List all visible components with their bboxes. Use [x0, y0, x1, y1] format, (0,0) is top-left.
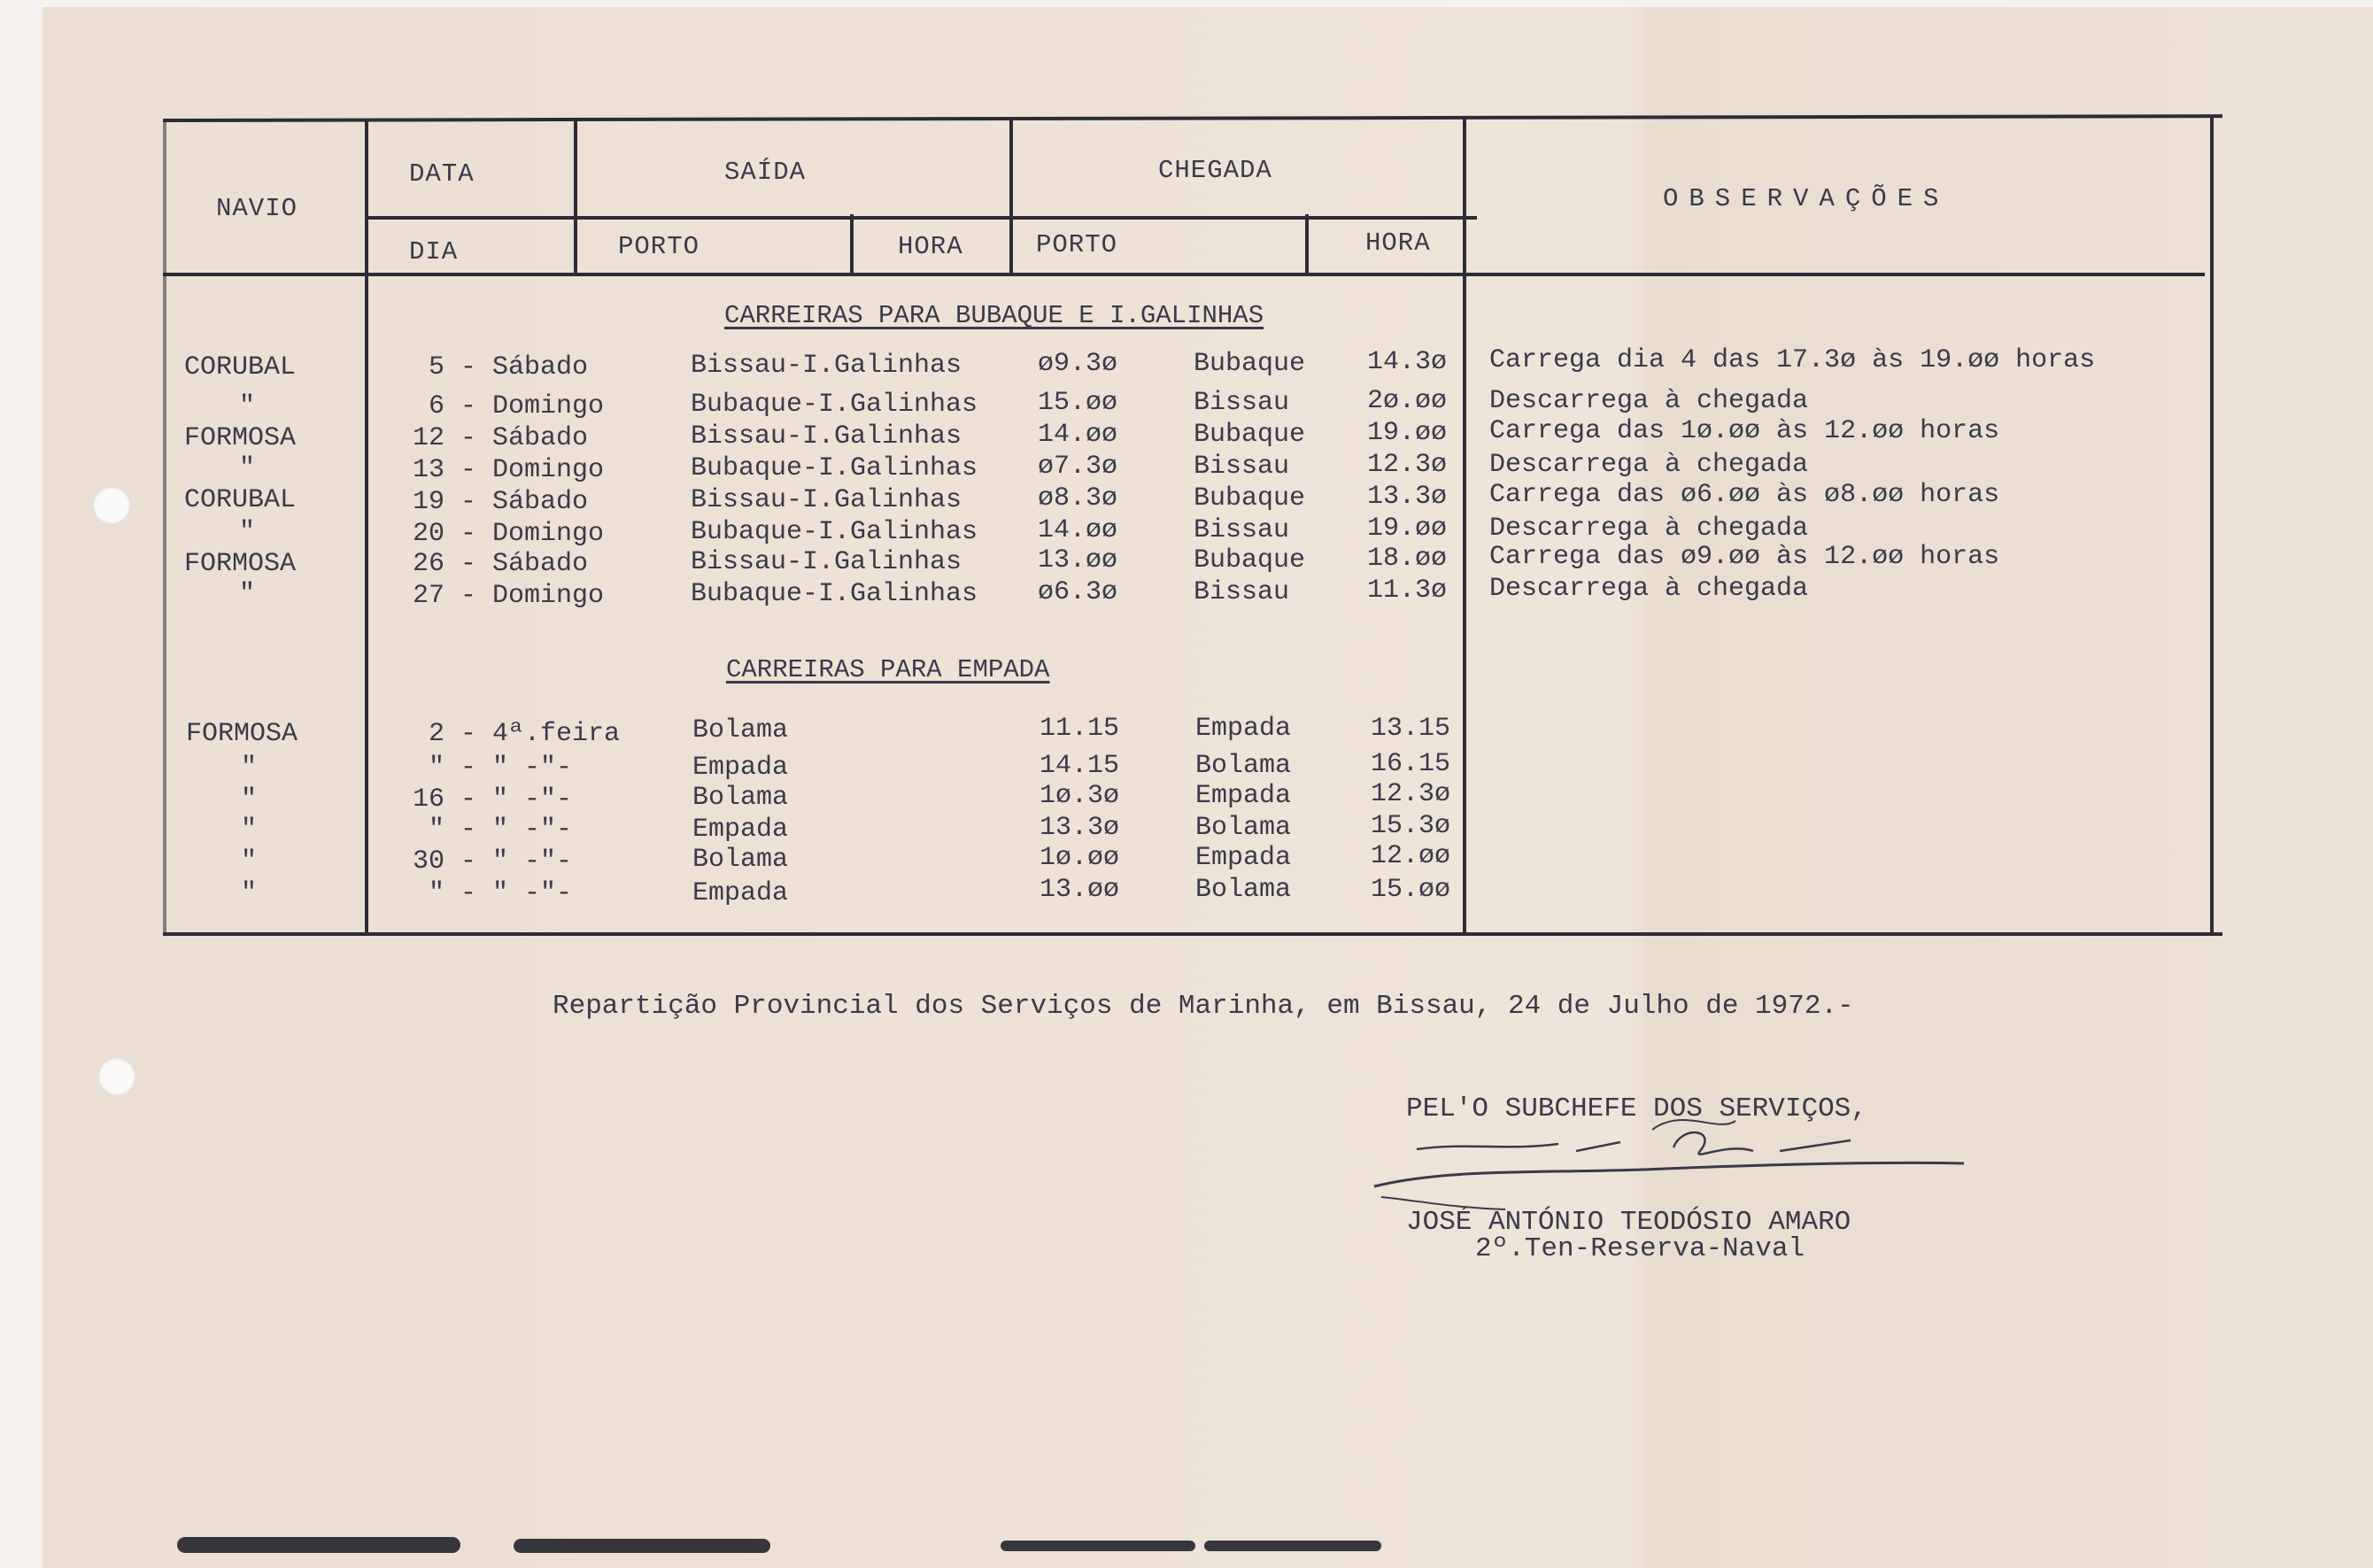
row-hora-saida: ø7.3ø — [1038, 452, 1118, 482]
row-navio: " — [241, 815, 258, 845]
row-observacao: Carrega das 1ø.øø às 12.øø horas — [1489, 416, 2000, 446]
row-porto-saida: Empada — [692, 815, 789, 845]
place-date-line: Repartição Provincial dos Serviços de Marinha, em Bissau, 24 de Julho de 1972.- — [553, 991, 1854, 1022]
row-navio: " — [241, 753, 258, 783]
row-dia: 6 - Domingo — [429, 391, 605, 421]
row-hora-saida: 14.øø — [1038, 420, 1118, 450]
row-navio: " — [239, 517, 256, 547]
ink-stain — [1204, 1541, 1381, 1551]
header-bottom-border — [163, 273, 2205, 276]
row-hora-saida: 14.øø — [1038, 515, 1118, 545]
row-porto-chegada: Bissau — [1194, 515, 1290, 545]
table-bottom-border — [163, 932, 2222, 936]
row-hora-chegada: 15.3ø — [1371, 811, 1451, 841]
row-hora-chegada: 16.15 — [1371, 749, 1451, 779]
row-dia: " - " -"- — [429, 753, 573, 783]
header-data: DATA — [409, 159, 475, 189]
row-hora-saida: 1ø.øø — [1040, 843, 1120, 873]
row-hora-chegada: 19.øø — [1367, 514, 1448, 544]
row-dia: " - " -"- — [429, 878, 573, 908]
row-dia: 12 - Sábado — [413, 423, 589, 453]
row-porto-saida: Empada — [692, 878, 789, 908]
row-observacao: Descarrega à chegada — [1489, 574, 1809, 604]
header-porto-saida: PORTO — [618, 232, 700, 261]
row-hora-chegada: 11.3ø — [1367, 575, 1448, 606]
row-porto-chegada: Bubaque — [1194, 545, 1306, 575]
data-column-border — [574, 120, 577, 274]
header-observacoes: OBSERVAÇÕES — [1663, 184, 1950, 213]
row-porto-saida: Bissau-I.Galinhas — [691, 485, 962, 515]
row-dia: 27 - Domingo — [413, 581, 605, 611]
section-title-bubaque: CARREIRAS PARA BUBAQUE E I.GALINHAS — [724, 301, 1264, 330]
row-dia: 5 - Sábado — [429, 352, 589, 382]
row-dia: 2 - 4ª.feira — [429, 719, 621, 749]
row-porto-saida: Empada — [692, 753, 789, 783]
table-top-border — [163, 114, 2222, 122]
row-porto-chegada: Bissau — [1194, 577, 1290, 607]
row-porto-chegada: Empada — [1195, 843, 1292, 873]
chegada-porto-hora-border — [1305, 214, 1309, 274]
row-dia: 26 - Sábado — [413, 549, 589, 579]
punch-hole — [97, 1057, 136, 1096]
row-porto-saida: Bissau-I.Galinhas — [691, 547, 962, 577]
row-hora-chegada: 2ø.øø — [1367, 386, 1448, 416]
row-porto-chegada: Bolama — [1195, 751, 1292, 781]
table-left-border — [163, 120, 166, 935]
row-porto-saida: Bissau-I.Galinhas — [691, 351, 962, 381]
row-porto-saida: Bolama — [692, 845, 789, 875]
header-navio: NAVIO — [216, 194, 298, 223]
header-hora-saida: HORA — [898, 232, 963, 261]
row-navio: " — [239, 391, 256, 421]
ink-stain — [514, 1539, 770, 1553]
row-hora-saida: 13.øø — [1040, 875, 1120, 905]
row-hora-chegada: 15.øø — [1371, 875, 1451, 905]
row-porto-chegada: Bolama — [1195, 875, 1292, 905]
row-porto-saida: Bubaque-I.Galinhas — [691, 579, 978, 609]
row-hora-saida: ø8.3ø — [1038, 483, 1118, 514]
row-navio: " — [239, 453, 256, 483]
row-hora-chegada: 13.15 — [1371, 714, 1451, 744]
row-observacao: Carrega das ø9.øø às 12.øø horas — [1489, 542, 2000, 572]
row-navio: CORUBAL — [184, 352, 297, 382]
row-porto-chegada: Bubaque — [1194, 349, 1306, 379]
row-hora-chegada: 12.3ø — [1371, 779, 1451, 809]
row-dia: 30 - " -"- — [413, 846, 573, 877]
row-porto-saida: Bubaque-I.Galinhas — [691, 517, 978, 547]
row-hora-saida: ø6.3ø — [1038, 577, 1118, 607]
signatory-rank: 2º.Ten-Reserva-Naval — [1475, 1233, 1805, 1264]
row-hora-chegada: 12.øø — [1371, 841, 1451, 871]
row-observacao: Carrega dia 4 das 17.3ø às 19.øø horas — [1489, 345, 2096, 375]
signatory-title: PEL'O SUBCHEFE DOS SERVIÇOS, — [1406, 1093, 1867, 1124]
saida-chegada-border — [1009, 119, 1013, 274]
header-porto-chegada: PORTO — [1036, 230, 1118, 259]
row-porto-saida: Bolama — [692, 715, 789, 745]
row-dia: 13 - Domingo — [413, 455, 605, 485]
row-hora-saida: 15.øø — [1038, 388, 1118, 418]
row-dia: 20 - Domingo — [413, 519, 605, 549]
header-dia: DIA — [409, 237, 459, 266]
row-hora-saida: ø9.3ø — [1038, 349, 1118, 379]
header-saida: SAÍDA — [724, 158, 807, 187]
row-navio: FORMOSA — [184, 423, 297, 453]
row-hora-saida: 14.15 — [1040, 751, 1120, 781]
row-observacao: Descarrega à chegada — [1489, 450, 1809, 480]
row-observacao: Descarrega à chegada — [1489, 514, 1809, 544]
row-hora-saida: 11.15 — [1040, 714, 1120, 744]
row-porto-chegada: Bubaque — [1194, 420, 1306, 450]
observacoes-column-border — [1463, 117, 1466, 933]
row-dia: " - " -"- — [429, 815, 573, 845]
ink-stain — [177, 1537, 460, 1553]
row-navio: " — [241, 846, 258, 877]
row-porto-saida: Bubaque-I.Galinhas — [691, 453, 978, 483]
navio-column-border — [365, 120, 368, 935]
row-dia: 16 - " -"- — [413, 784, 573, 815]
row-navio: " — [241, 878, 258, 908]
row-porto-chegada: Empada — [1195, 781, 1292, 811]
punch-hole — [92, 486, 131, 525]
row-porto-saida: Bolama — [692, 783, 789, 813]
row-hora-saida: 13.3ø — [1040, 813, 1120, 843]
row-porto-chegada: Empada — [1195, 714, 1292, 744]
row-porto-chegada: Bubaque — [1194, 483, 1306, 514]
row-hora-saida: 13.øø — [1038, 545, 1118, 575]
row-porto-chegada: Bissau — [1194, 388, 1290, 418]
row-navio: FORMOSA — [186, 719, 298, 749]
row-hora-chegada: 14.3ø — [1367, 347, 1448, 377]
header-chegada: CHEGADA — [1158, 156, 1272, 185]
row-hora-chegada: 13.3ø — [1367, 482, 1448, 512]
row-porto-chegada: Bissau — [1194, 452, 1290, 482]
row-navio: CORUBAL — [184, 485, 297, 515]
row-porto-saida: Bubaque-I.Galinhas — [691, 390, 978, 420]
section-title-empada: CARREIRAS PARA EMPADA — [726, 655, 1050, 684]
row-navio: " — [241, 784, 258, 815]
signatory-name: JOSÉ ANTÓNIO TEODÓSIO AMARO — [1406, 1207, 1851, 1238]
row-porto-saida: Bissau-I.Galinhas — [691, 421, 962, 452]
saida-porto-hora-border — [850, 214, 854, 274]
row-observacao: Descarrega à chegada — [1489, 386, 1809, 416]
table-right-border — [2210, 115, 2214, 933]
header-divider — [367, 216, 1477, 220]
row-hora-chegada: 18.øø — [1367, 544, 1448, 574]
row-navio: " — [239, 579, 256, 609]
row-dia: 19 - Sábado — [413, 487, 589, 517]
row-hora-chegada: 19.øø — [1367, 418, 1448, 448]
row-navio: FORMOSA — [184, 549, 297, 579]
row-observacao: Carrega das ø6.øø às ø8.øø horas — [1489, 480, 2000, 510]
row-hora-saida: 1ø.3ø — [1040, 781, 1120, 811]
ink-stain — [1001, 1541, 1195, 1551]
row-porto-chegada: Bolama — [1195, 813, 1292, 843]
row-hora-chegada: 12.3ø — [1367, 450, 1448, 480]
header-hora-chegada: HORA — [1365, 228, 1431, 258]
